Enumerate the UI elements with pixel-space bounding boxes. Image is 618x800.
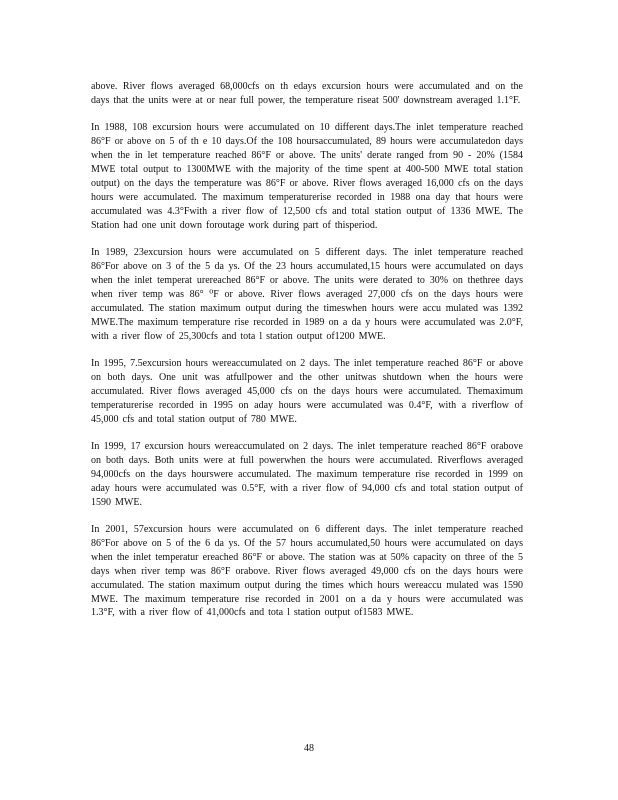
- paragraph-1999: In 1999, 17 excursion hours wereaccumulated on 2 days. The inlet temperature reached 86°F orabove on both days. Both units were at full powerwhen the hours were accumulated. Riverflows averaged 94,000cfs on the days hourswere accumulated. The maximum temperature rise recorded in 1999 on aday hours were accumulated was 0.5°F, with a river flow of 94,000 cfs and total station output of 1590 MWE.: [91, 440, 523, 508]
- document-body: [91, 80, 523, 634]
- paragraph-2001: In 2001, 57excursion hours were accumulated on 6 different days. The inlet temperature reached 86°For above on 5 of the 6 da ys. Of the 57 hours accumulated,50 hours were accumulated on days when the inlet temperatur ereached 86°F or above. The station was at 50% capacity on three of the 5 days when river temp was 86°F orabove. River flows averaged 49,000 cfs on the days hours were accumulated. The station maximum output during the times which hours wereaccu mulated was 1590 MWE. The maximum temperature rise recorded in 2001 on a da y hours were accumulated was 1.3°F, with a river flow of 41,000cfs and tota l station output of1583 MWE.: [91, 523, 523, 619]
- paragraph-1987-summary: above. River flows averaged 68,000cfs on th edays excursion hours were accumulated and on the days that the units were at or near full power, the temperature riseat 500' downstream averaged 1.1°F.: [91, 81, 523, 106]
- paragraph-1995: In 1995, 7.5excursion hours wereaccumulated on 2 days. The inlet temperature reached 86°F or above on both days. One unit was atfullpower and the other unitwas shutdown when the hours were accumulated. River flows averaged 45,000 cfs on the days hours were accumulated. Themaximum temperaturerise recorded in 1995 on aday hours were accumulated was 0.4°F, with a riverflow of 45,000 cfs and total station output of 780 MWE.: [91, 357, 523, 425]
- paragraph-1988: In 1988, 108 excursion hours were accumulated on 10 different days.The inlet temperature reached 86°F or above on 5 of th e 10 days.Of the 108 hoursaccumulated, 89 hours were accumulatedon days when the in let temperature reached 86°F or above. The units' derate ranged from 90 - 20% (1584 MWE total output to 1300MWE with the majority of the time spent at 400-500 MWE total station output) on the days the temperature was 86°F or above. River flows averaged 16,000 cfs on the days hours were accumulated. The maximum temperaturerise recorded in 1988 ona day that hours were accumulated was 4.3°Fwith a river flow of 12,500 cfs and total station output of 1336 MWE. The Station had one unit down foroutage work during part of thisperiod.: [91, 122, 523, 231]
- page-number: 48: [304, 743, 314, 754]
- paragraph-1989: In 1989, 23excursion hours were accumulated on 5 different days. The inlet temperature reached 86°For above on 3 of the 5 da ys. Of the 23 hours accumulated,15 hours were accumulated on days when the inlet temperat urereached 86°F or above. The units were derated to 30% on thethree days when river temp was 86° ⁰F or above. River flows averaged 27,000 cfs on the days hours were accumulated. The station maximum output during the timeswhen hours were accu mulated was 1392 MWE.The maximum temperature rise recorded in 1989 on a da y hours were accumulated was 2.0°F, with a river flow of 25,300cfs and tota l station output of1200 MWE.: [91, 247, 523, 342]
